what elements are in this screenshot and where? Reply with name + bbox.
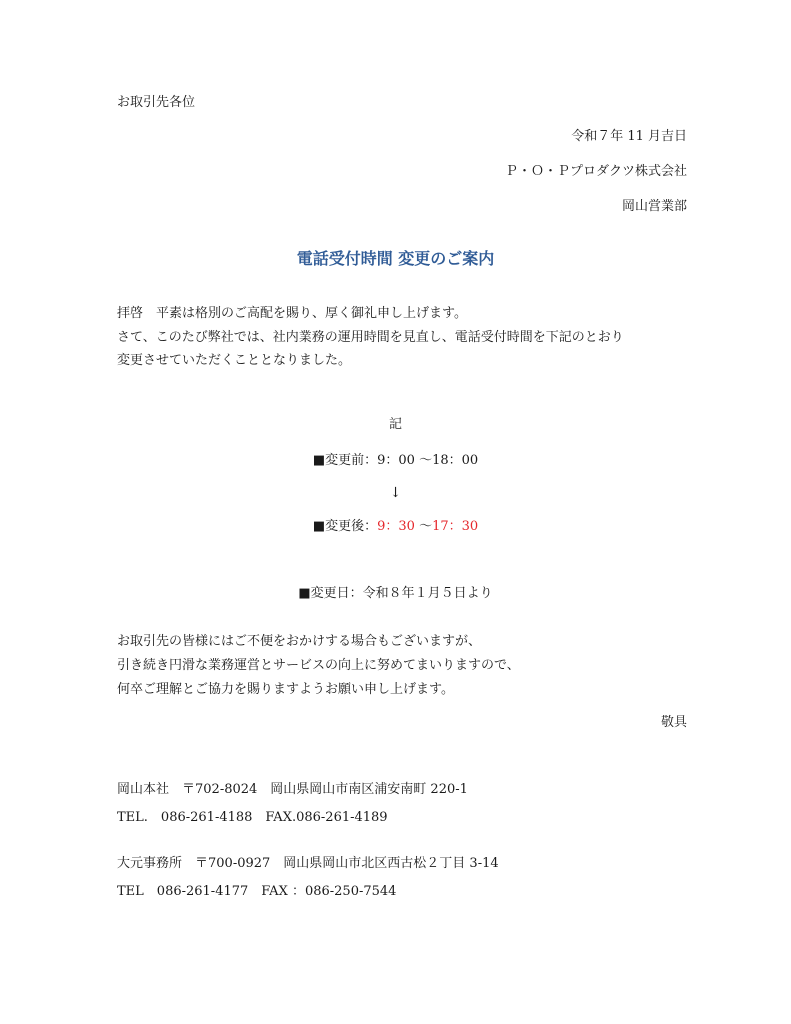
department: 岡山営業部 xyxy=(621,199,687,214)
hours-after-separator: 〜 xyxy=(414,519,433,534)
down-arrow-icon: ↓ xyxy=(389,485,402,501)
closing-line: 引き続き円滑な業務運営とサービスの向上に努めてまいりますので、 xyxy=(117,658,520,673)
company-name: Ｐ・Ｏ・Ｐプロダクツ株式会社 xyxy=(504,164,687,179)
addressee: お取引先各位 xyxy=(117,95,196,110)
office-contact: TEL 086-261-4177 FAX ：086-250-7544 xyxy=(117,884,397,899)
document-title: 電話受付時間 変更のご案内 xyxy=(296,249,495,268)
body-line: 拝啓 平素は格別のご高配を賜り、厚く御礼申し上げます。 xyxy=(117,306,467,321)
hours-after-label: ■変更後： xyxy=(312,519,378,534)
hours-before-label: ■変更前： xyxy=(312,453,378,468)
hours-after-start: 9：30 xyxy=(377,519,415,534)
hours-before xyxy=(0,452,791,470)
hours-before-value: 9：00 〜18：00 xyxy=(377,453,479,468)
ki-heading: 記 xyxy=(388,417,402,432)
hours-after xyxy=(0,518,791,536)
office-address: 大元事務所 〒700-0927 岡山県岡山市北区西古松２丁目 3-14 xyxy=(117,856,499,871)
body-line: 変更させていただくこととなりました。 xyxy=(117,353,352,368)
closing-line: 何卒ご理解とご協力を賜りますようお願い申し上げます。 xyxy=(117,682,454,697)
body-line: さて、このたび弊社では、社内業務の運用時間を見直し、電話受付時間を下記のとおり xyxy=(117,330,624,345)
effective-date: ■変更日：令和８年１月５日より xyxy=(298,586,493,601)
closing-line: お取引先の皆様にはご不便をおかけする場合もございますが、 xyxy=(117,634,482,649)
office-contact: TEL. 086-261-4188 FAX.086-261-4189 xyxy=(117,810,388,825)
office-address: 岡山本社 〒702-8024 岡山県岡山市南区浦安南町 220-1 xyxy=(117,782,468,797)
date: 令和７年 11 月吉日 xyxy=(571,129,687,144)
closing-keigu: 敬具 xyxy=(660,715,687,730)
hours-after-end: 17：30 xyxy=(432,519,479,534)
